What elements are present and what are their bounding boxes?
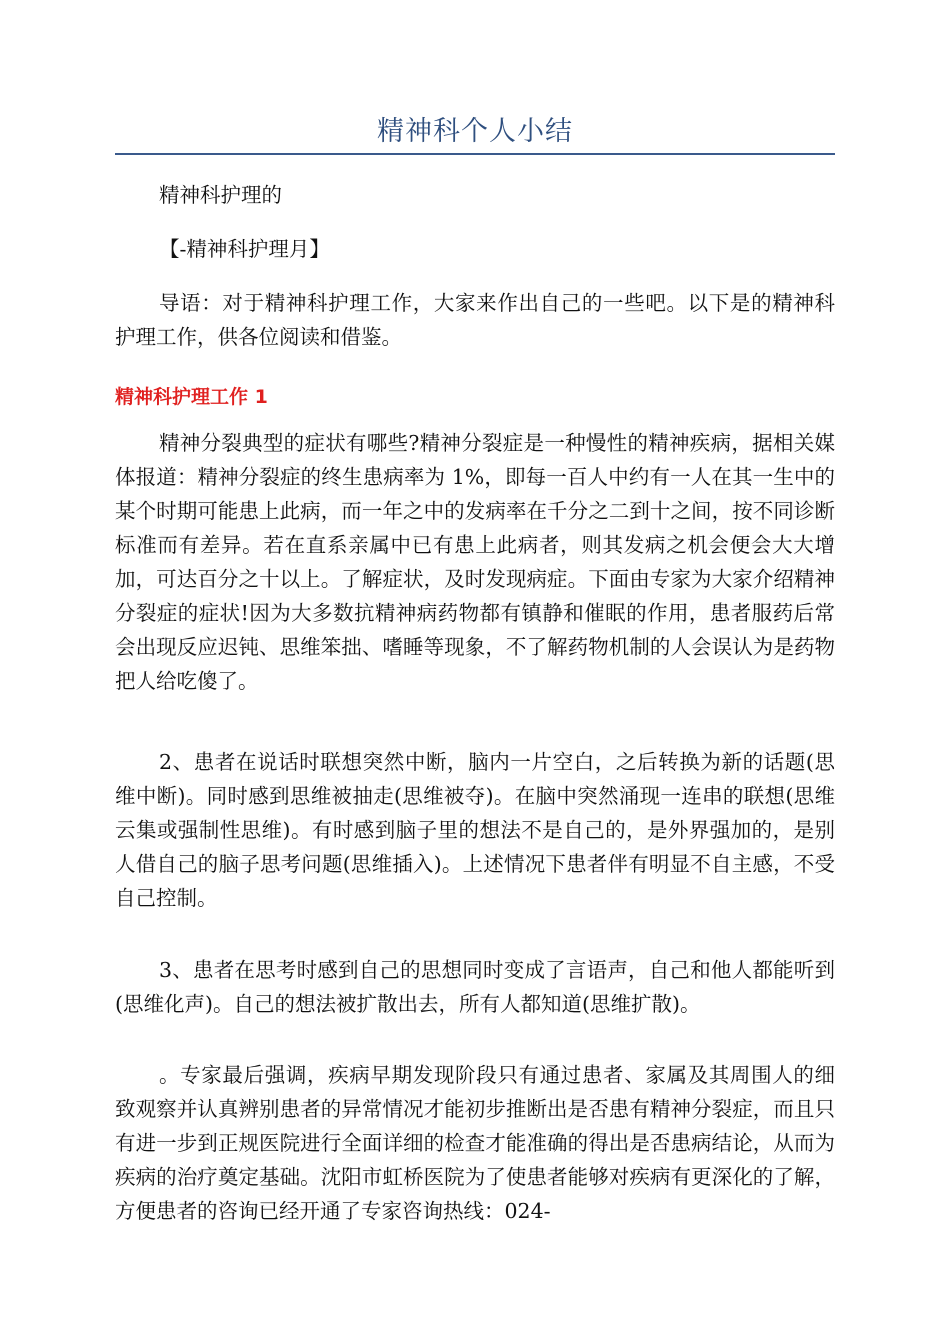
title-underline <box>115 153 835 155</box>
paragraph-symptoms-2: 2、患者在说话时联想突然中断，脑内一片空白，之后转换为新的话题(思维中断)。同时感到思维被抽走(思维被夺)。在脑中突然涌现一连串的联想(思维云集或强制性思维)。有时感到脑子里的想法不是自己的，是外界强加的，是别人借自己的脑子思考问题(思维插入)。上述情况下患者伴有明显不自主感，不受自己控制。 <box>115 750 835 910</box>
paragraph-conclusion: 。专家最后强调，疾病早期发现阶段只有通过患者、家属及其周围人的细致观察并认真辨别患者的异常情况才能初步推断出是否患有精神分裂症，而且只有进一步到正规医院进行全面详细的检查才能准确的得出是否患病结论，从而为疾病的治疗奠定基础。沈阳市虹桥医院为了使患者能够对疾病有更深化的了解，方便患者的咨询已经开通了专家咨询热线：024- <box>115 1063 835 1223</box>
paragraph-intro-2: 【-精神科护理月】 <box>159 237 330 261</box>
paragraph-lead: 导语：对于精神科护理工作，大家来作出自己的一些吧。以下是的精神科护理工作，供各位阅读和借鉴。 <box>115 291 835 349</box>
document-title: 精神科个人小结 <box>377 116 573 147</box>
paragraph-symptoms-1: 精神分裂典型的症状有哪些?精神分裂症是一种慢性的精神疾病，据相关媒体报道：精神分裂症的终生患病率为 1%，即每一百人中约有一人在其一生中的某个时期可能患上此病，而一年之中的发病率在千分之二到十之间，按不同诊断标准而有差异。若在直系亲属中已有患上此病者，则其发病之机会便会大大增加，可达百分之十以上。了解症状，及时发现病症。下面由专家为大家介绍精神分裂症的症状!因为大多数抗精神病药物都有镇静和催眠的作用，患者服药后常会出现反应迟钝、思维笨拙、嗜睡等现象，不了解药物机制的人会误认为是药物把人给吃傻了。 <box>115 431 835 693</box>
paragraph-intro-1: 精神科护理的 <box>159 183 282 207</box>
paragraph-symptoms-3: 3、患者在思考时感到自己的思想同时变成了言语声，自己和他人都能听到(思维化声)。自己的想法被扩散出去，所有人都知道(思维扩散)。 <box>115 958 835 1016</box>
section-heading: 精神科护理工作 1 <box>115 386 268 408</box>
